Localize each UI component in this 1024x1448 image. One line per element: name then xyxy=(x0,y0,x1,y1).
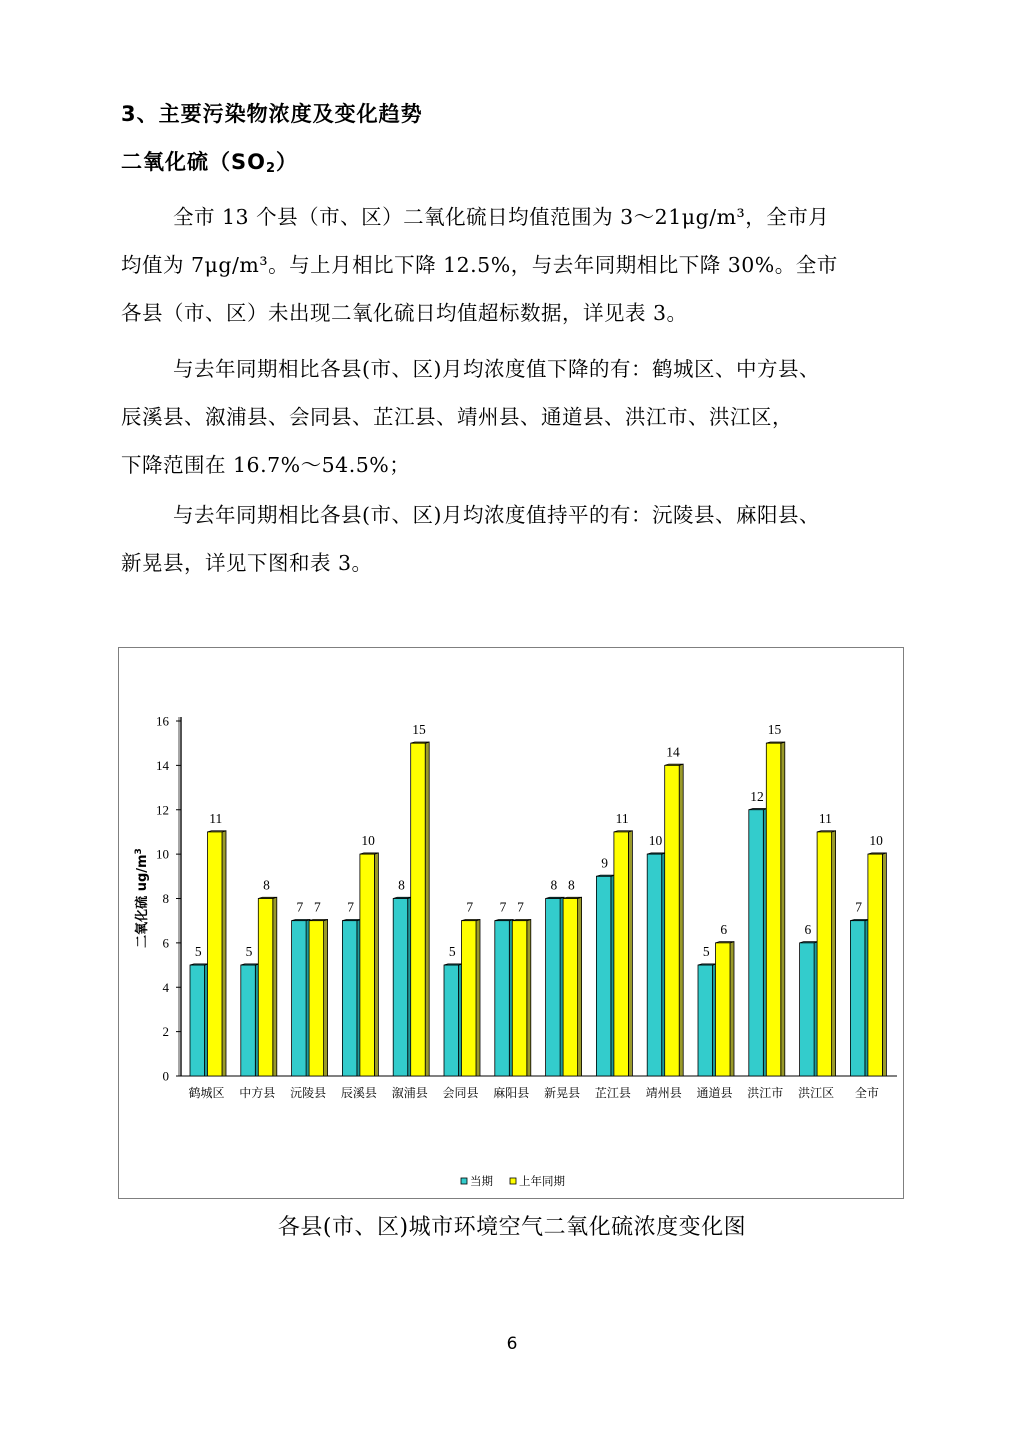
data-label: 7 xyxy=(313,899,321,915)
bar-previous-side xyxy=(374,853,378,1076)
x-tick-label: 芷江县 xyxy=(594,1086,631,1100)
bar-previous-side xyxy=(324,919,328,1076)
bar-previous-side xyxy=(578,897,582,1076)
x-tick-label: 洪江市 xyxy=(747,1086,784,1100)
y-tick-label: 16 xyxy=(156,713,169,729)
text-line: 辰溪县、溆浦县、会同县、芷江县、靖州县、通道县、洪江市、洪江区， xyxy=(121,405,793,429)
data-label: 10 xyxy=(869,833,883,849)
data-label: 7 xyxy=(499,899,507,915)
data-label: 6 xyxy=(804,921,812,937)
data-label: 11 xyxy=(818,810,832,826)
data-label: 7 xyxy=(296,899,304,915)
x-tick-label: 靖州县 xyxy=(645,1086,682,1100)
legend-swatch xyxy=(461,1178,467,1184)
data-label: 7 xyxy=(347,899,355,915)
x-tick-label: 新晃县 xyxy=(544,1086,581,1100)
y-tick-label: 14 xyxy=(156,757,169,773)
bar-previous-side xyxy=(730,942,734,1076)
x-tick-label: 洪江区 xyxy=(798,1086,835,1100)
data-label: 5 xyxy=(245,944,253,960)
x-tick-label: 会同县 xyxy=(442,1086,479,1100)
x-tick-label: 通道县 xyxy=(696,1086,733,1100)
data-label: 7 xyxy=(517,899,524,915)
text-line: 新晃县，详见下图和表 3。 xyxy=(121,551,373,575)
bar-previous xyxy=(512,921,527,1076)
data-label: 5 xyxy=(194,944,202,960)
bar-previous xyxy=(766,743,781,1076)
y-tick-label: 4 xyxy=(162,979,169,995)
paragraph-decrease xyxy=(121,345,921,489)
page-number: 6 xyxy=(506,1334,518,1354)
bar-current xyxy=(749,810,764,1076)
text-line: 全市 13 个县（市、区）二氧化硫日均值范围为 3～21μg/m³，全市月 xyxy=(173,205,830,229)
bar-previous xyxy=(817,832,832,1076)
bar-current xyxy=(800,943,815,1076)
data-label: 10 xyxy=(648,833,663,849)
section-heading: 3、主要污染物浓度及变化趋势 xyxy=(121,102,423,126)
bar-current xyxy=(698,965,713,1076)
bar-previous xyxy=(411,743,426,1076)
bar-previous-side xyxy=(832,831,836,1076)
y-tick-label: 8 xyxy=(162,891,169,906)
bar-current xyxy=(342,921,357,1076)
text-line: 各县（市、区）未出现二氧化硫日均值超标数据，详见表 3。 xyxy=(121,301,688,325)
bar-current xyxy=(444,965,459,1076)
data-label: 8 xyxy=(567,877,575,893)
bar-current xyxy=(546,899,561,1077)
y-tick-label: 0 xyxy=(162,1068,169,1084)
y-tick-label: 10 xyxy=(156,846,169,862)
data-label: 8 xyxy=(550,877,558,893)
x-tick-label: 麻阳县 xyxy=(493,1086,530,1100)
bar-current xyxy=(850,921,865,1076)
bar-previous xyxy=(462,921,477,1076)
legend-label: 当期 xyxy=(470,1174,493,1188)
bar-previous-side xyxy=(679,764,683,1076)
bar-previous xyxy=(716,943,731,1076)
x-tick-label: 辰溪县 xyxy=(340,1086,377,1100)
bar-previous xyxy=(665,765,680,1076)
bar-current xyxy=(190,965,205,1076)
bar-current xyxy=(241,965,256,1076)
y-tick-label: 12 xyxy=(156,802,169,818)
x-tick-label: 沅陵县 xyxy=(290,1086,327,1100)
x-tick-label: 中方县 xyxy=(239,1086,276,1100)
bar-previous-side xyxy=(628,831,632,1076)
bar-previous-side xyxy=(425,742,429,1076)
x-tick-label: 鹤城区 xyxy=(188,1086,225,1100)
text-line: 下降范围在 16.7%～54.5%； xyxy=(121,453,411,477)
bar-current xyxy=(647,854,662,1076)
chart-frame xyxy=(118,647,904,1199)
text-line: 均值为 7μg/m³。与上月相比下降 12.5%，与去年同期相比下降 30%。全市 xyxy=(121,253,838,277)
bar-previous-side xyxy=(273,897,277,1076)
figure-caption: 各县(市、区)城市环境空气二氧化硫浓度变化图 xyxy=(277,1215,747,1240)
bar-previous-side xyxy=(527,919,531,1076)
text-line: 与去年同期相比各县(市、区)月均浓度值持平的有：沅陵县、麻阳县、 xyxy=(173,503,820,527)
data-label: 14 xyxy=(666,744,680,760)
bar-current xyxy=(596,876,611,1076)
bar-current xyxy=(393,899,408,1077)
bar-previous-side xyxy=(222,831,226,1076)
data-label: 5 xyxy=(448,944,456,960)
data-label: 12 xyxy=(750,788,764,804)
paragraph-flat xyxy=(121,491,921,587)
data-label: 10 xyxy=(361,833,375,849)
data-label: 9 xyxy=(601,855,609,871)
data-label: 11 xyxy=(209,810,223,826)
bar-current xyxy=(292,921,307,1076)
y-axis-label: 二氧化硫 $ug/m^3$ xyxy=(134,848,150,948)
data-label: 6 xyxy=(720,921,728,937)
bar-chart xyxy=(119,648,905,1200)
data-label: 15 xyxy=(412,722,426,738)
bar-previous-side xyxy=(781,742,785,1076)
subsection-heading: 二氧化硫$(SO_2)$ xyxy=(121,150,299,176)
bar-previous xyxy=(614,832,629,1076)
bar-previous-side xyxy=(882,853,886,1076)
data-label: 8 xyxy=(263,877,270,893)
y-tick-label: 6 xyxy=(162,935,169,951)
data-label: 15 xyxy=(767,722,782,738)
y-tick-label: 2 xyxy=(162,1024,169,1040)
data-label: 8 xyxy=(398,877,405,893)
legend-swatch xyxy=(510,1178,516,1184)
data-label: 7 xyxy=(466,899,474,915)
text-line: 与去年同期相比各县(市、区)月均浓度值下降的有：鹤城区、中方县、 xyxy=(173,357,820,381)
x-tick-label: 溆浦县 xyxy=(391,1086,428,1100)
bar-previous-side xyxy=(476,919,480,1076)
paragraph-summary xyxy=(121,193,921,337)
x-tick-label: 全市 xyxy=(854,1086,879,1100)
bar-previous xyxy=(258,899,273,1077)
bar-previous xyxy=(360,854,375,1076)
bar-previous xyxy=(868,854,883,1076)
bar-previous xyxy=(309,921,324,1076)
bar-previous xyxy=(208,832,223,1076)
data-label: 7 xyxy=(855,899,863,915)
data-label: 5 xyxy=(702,944,710,960)
bar-current xyxy=(495,921,510,1076)
bar-previous xyxy=(563,899,578,1077)
data-label: 11 xyxy=(615,810,629,826)
legend-label: 上年同期 xyxy=(519,1174,565,1188)
